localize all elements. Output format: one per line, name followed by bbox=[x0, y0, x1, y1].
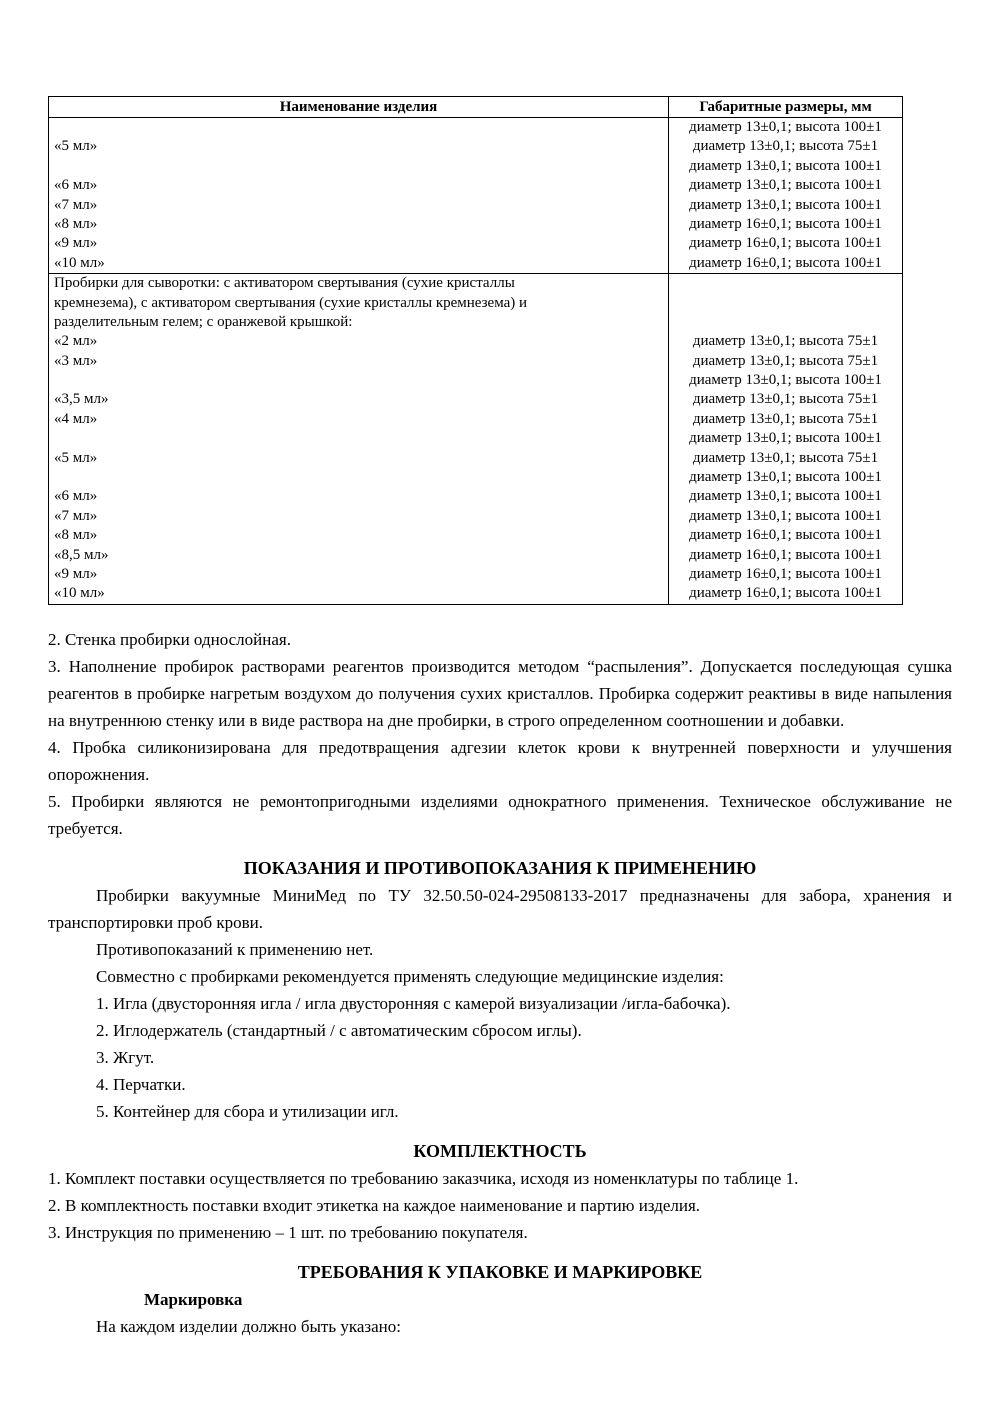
completeness-paragraph-2: 2. В комплектность поставки входит этикетка на каждое наименование и партию изделия. bbox=[48, 1195, 701, 1215]
dimension-value: диаметр 13±0,1; высота 100±1 bbox=[689, 430, 882, 447]
dimension-value: диаметр 13±0,1; высота 100±1 bbox=[689, 157, 882, 174]
document-body bbox=[48, 626, 952, 1340]
col-header-product-name: Наименование изделия bbox=[49, 97, 669, 117]
product-name: «10 мл» bbox=[54, 585, 105, 602]
dimension-value: диаметр 16±0,1; высота 100±1 bbox=[689, 585, 882, 602]
dimension-value: диаметр 13±0,1; высота 100±1 bbox=[689, 507, 882, 524]
product-name: «2 мл» bbox=[54, 333, 98, 350]
table-header-row bbox=[49, 97, 902, 118]
body-paragraph-4: 4. Пробка силиконизирована для предотвращения адгезии клеток крови к внутренней поверхности и улучшения опорожнения. bbox=[48, 737, 952, 784]
device-list-item: 1. Игла (двусторонняя игла / игла двусторонняя с камерой визуализации /игла-бабочка). bbox=[96, 993, 731, 1013]
section-intro-line: Пробирки для сыворотки: с активатором свертывания (сухие кристаллы bbox=[54, 275, 515, 292]
dimension-value: диаметр 13±0,1; высота 100±1 bbox=[689, 372, 882, 389]
device-list-item: 3. Жгут. bbox=[96, 1047, 155, 1067]
product-name: «5 мл» bbox=[54, 138, 98, 155]
product-name: «7 мл» bbox=[54, 507, 98, 524]
dimension-value: диаметр 16±0,1; высота 100±1 bbox=[689, 215, 882, 232]
dimensions-spacer bbox=[669, 274, 902, 332]
contraindications-paragraph: Противопоказаний к применению нет. bbox=[96, 939, 374, 959]
product-name: «6 мл» bbox=[54, 488, 98, 505]
dimension-value: диаметр 16±0,1; высота 100±1 bbox=[689, 235, 882, 252]
section-intro-line: разделительным гелем; с оранжевой крышкой: bbox=[54, 313, 353, 330]
dimension-value: диаметр 13±0,1; высота 100±1 bbox=[689, 119, 882, 135]
body-paragraph-5: 5. Пробирки являются не ремонтопригодными изделиями однократного применения. Техническое обслуживание не требуется. bbox=[48, 791, 952, 838]
table-section-1 bbox=[49, 118, 902, 274]
device-list-item: 2. Иглодержатель (стандартный / с автоматическим сбросом иглы). bbox=[96, 1020, 582, 1040]
dimension-value: диаметр 13±0,1; высота 75±1 bbox=[692, 449, 879, 466]
recommended-devices-paragraph: Совместно с пробирками рекомендуется применять следующие медицинские изделия: bbox=[96, 966, 724, 986]
dimension-value: диаметр 16±0,1; высота 100±1 bbox=[689, 254, 882, 271]
table-section-2 bbox=[49, 274, 902, 604]
product-name: «3,5 мл» bbox=[54, 391, 109, 408]
section-heading-completeness: КОМПЛЕКТНОСТЬ bbox=[413, 1140, 587, 1161]
product-name: «6 мл» bbox=[54, 177, 98, 194]
dimensions-column bbox=[669, 274, 902, 604]
product-table bbox=[48, 96, 903, 605]
dimension-value: диаметр 13±0,1; высота 100±1 bbox=[689, 177, 882, 194]
product-name: «9 мл» bbox=[54, 235, 98, 252]
product-name: «8 мл» bbox=[54, 527, 98, 544]
product-name: «3 мл» bbox=[54, 352, 98, 369]
completeness-paragraph-3: 3. Инструкция по применению – 1 шт. по требованию покупателя. bbox=[48, 1222, 528, 1242]
dimension-value: диаметр 16±0,1; высота 100±1 bbox=[689, 546, 882, 563]
product-name bbox=[49, 371, 668, 390]
dimension-value: диаметр 13±0,1; высота 100±1 bbox=[689, 488, 882, 505]
purpose-paragraph: Пробирки вакуумные МиниМед по ТУ 32.50.50-024-29508133-2017 предназначены для забора, хранения и транспортировки проб крови. bbox=[48, 885, 952, 932]
dimension-value: диаметр 16±0,1; высота 100±1 bbox=[689, 527, 882, 544]
marking-subheading: Маркировка bbox=[144, 1289, 243, 1309]
product-name: «7 мл» bbox=[54, 196, 98, 213]
product-name: «10 мл» bbox=[54, 254, 105, 271]
dimension-value: диаметр 13±0,1; высота 100±1 bbox=[689, 469, 882, 486]
product-name: «8,5 мл» bbox=[54, 546, 109, 563]
product-name: «4 мл» bbox=[54, 410, 98, 427]
dimension-value: диаметр 13±0,1; высота 75±1 bbox=[692, 138, 879, 155]
section-intro-line: кремнезема), с активатором свертывания (сухие кристаллы кремнезема) и bbox=[54, 294, 528, 311]
dimension-value: диаметр 13±0,1; высота 75±1 bbox=[692, 352, 879, 369]
product-name bbox=[49, 157, 668, 176]
body-paragraph-2: 2. Стенка пробирки однослойная. bbox=[48, 629, 291, 649]
product-name: «8 мл» bbox=[54, 215, 98, 232]
product-name bbox=[49, 118, 668, 137]
dimension-value: диаметр 13±0,1; высота 75±1 bbox=[692, 410, 879, 427]
device-list-item: 5. Контейнер для сбора и утилизации игл. bbox=[96, 1101, 399, 1121]
device-list-item: 4. Перчатки. bbox=[96, 1074, 186, 1094]
section-heading-packaging: ТРЕБОВАНИЯ К УПАКОВКЕ И МАРКИРОВКЕ bbox=[297, 1261, 703, 1282]
product-name bbox=[49, 468, 668, 487]
marking-paragraph: На каждом изделии должно быть указано: bbox=[96, 1316, 401, 1336]
body-paragraph-3: 3. Наполнение пробирок растворами реагентов производится методом “распыления”. Допускается последующая сушка реагентов в пробирке нагретым воздухом до получения сухих кристаллов. Пробирка содержит реактивы в виде напыления на внутреннюю стенку или в виде раствора на дне пробирки, в строго определенном соотношении и добавки. bbox=[48, 656, 952, 730]
section-heading-indications: ПОКАЗАНИЯ И ПРОТИВОПОКАЗАНИЯ К ПРИМЕНЕНИЮ bbox=[243, 857, 757, 878]
dimension-value: диаметр 13±0,1; высота 75±1 bbox=[692, 391, 879, 408]
product-name bbox=[49, 429, 668, 448]
col-header-dimensions: Габаритные размеры, мм bbox=[699, 99, 872, 115]
dimensions-column bbox=[669, 118, 902, 273]
product-name-column bbox=[49, 274, 669, 604]
completeness-paragraph-1: 1. Комплект поставки осуществляется по требованию заказчика, исходя из номенклатуры по таблице 1. bbox=[48, 1168, 799, 1188]
dimension-value: диаметр 13±0,1; высота 75±1 bbox=[692, 333, 879, 350]
product-name: «9 мл» bbox=[54, 565, 98, 582]
dimension-value: диаметр 13±0,1; высота 100±1 bbox=[689, 196, 882, 213]
product-name: «5 мл» bbox=[54, 449, 98, 466]
product-name-column bbox=[49, 118, 669, 273]
dimension-value: диаметр 16±0,1; высота 100±1 bbox=[689, 566, 882, 582]
